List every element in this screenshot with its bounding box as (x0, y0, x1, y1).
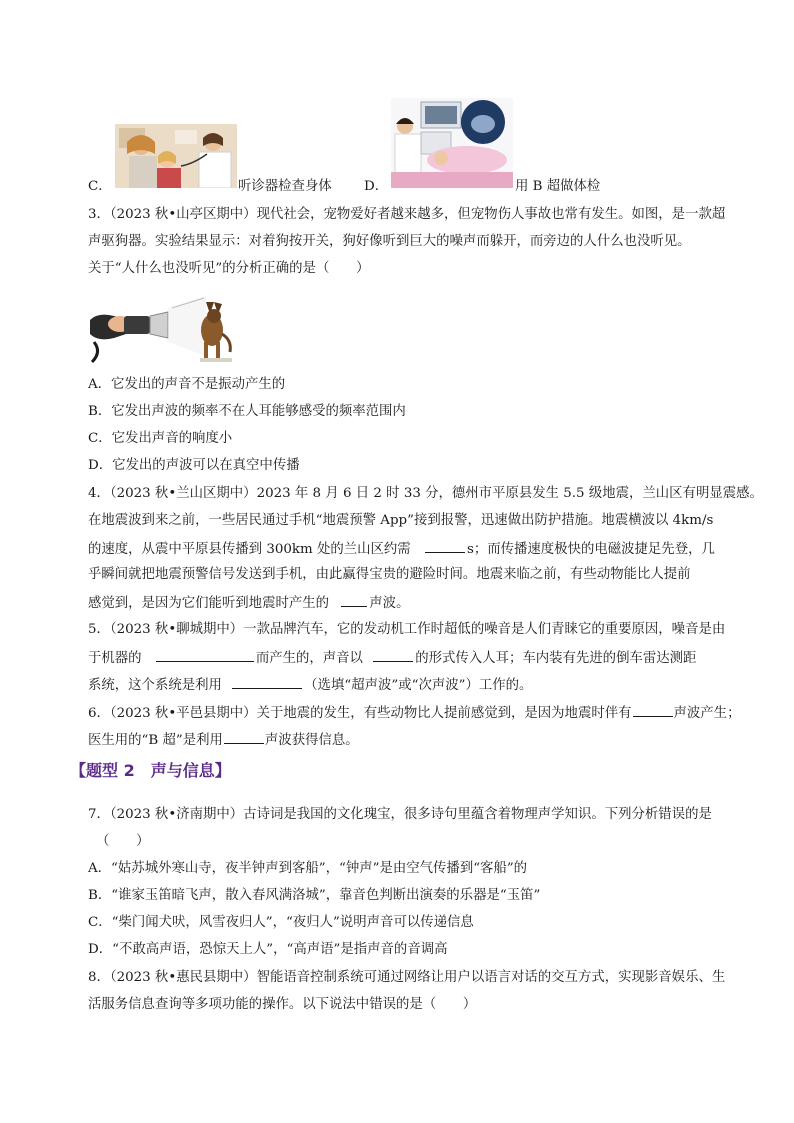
q4-line3-part2: s；而传播速度极快的电磁波捷足先登，几 (466, 542, 715, 557)
q5-line3-part2: （选填“超声波”或“次声波”）工作的。 (304, 678, 533, 693)
q7-option-a: A．“姑苏城外寒山寺，夜半钟声到客船”，“钟声”是由空气传播到“客船”的 (88, 861, 528, 876)
q4-stem-line5 (88, 592, 409, 614)
q3-option-c: C．它发出声音的响度小 (88, 431, 233, 446)
q7-option-b: B．“谁家玉笛暗飞声，散入春风满洛城”，靠音色判断出演奏的乐器是“玉笛” (88, 888, 541, 903)
q8-stem-line1: 8．（2023 秋•惠民县期中）智能语音控制系统可通过网络让用户以语言对话的交互方式，实现影音娱乐、生 (88, 970, 726, 985)
ultrasound-exam-photo-icon (391, 98, 513, 188)
q5-blank-wavetype[interactable] (232, 674, 302, 689)
ultrasonic-dog-repeller-photo-icon (88, 286, 238, 364)
q6-line1-part1: 6．（2023 秋•平邑县期中）关于地震的发生，有些动物比人提前感觉到，是因为地震时伴有 (88, 706, 632, 721)
q4-line5-part1: 感觉到，是因为它们能听到地震时产生的 (88, 596, 330, 611)
q6-blank-infrasound[interactable] (633, 702, 673, 717)
q5-stem-line1: 5．（2023 秋•聊城期中）一款品牌汽车，它的发动机工作时超低的噪音是人们青睐它的重要原因，噪音是由 (88, 622, 726, 637)
q3-stem-line2: 声驱狗器。实验结果显示：对着狗按开关，狗好像听到巨大的噪声而躲开，而旁边的人什么也没听见。 (88, 234, 691, 249)
q2-option-c-caption: 听诊器检查身体 (238, 179, 332, 194)
q5-stem-line3 (88, 674, 532, 696)
q5-blank-form[interactable] (373, 647, 413, 662)
q5-blank-vibration[interactable] (156, 647, 254, 662)
q6-line2-part1: 医生用的“B 超”是利用 (88, 733, 223, 748)
q2-option-d-caption: 用 B 超做体检 (515, 179, 601, 194)
q3-option-d: D．它发出的声波可以在真空中传播 (88, 458, 300, 473)
q5-line2-part3: 的形式传入人耳；车内装有先进的倒车雷达测距 (415, 651, 697, 666)
q7-stem-line2: （ ） (96, 834, 150, 849)
q8-stem-line2: 活服务信息查询等多项功能的操作。以下说法中错误的是（ ） (88, 997, 477, 1012)
q4-line3-part1: 的速度，从震中平原县传播到 300km 处的兰山区约需 (88, 542, 411, 557)
q3-option-b: B．它发出声波的频率不在人耳能够感受的频率范围内 (88, 404, 406, 419)
q7-option-c: C．“柴门闻犬吠，风雪夜归人”，“夜归人”说明声音可以传递信息 (88, 915, 474, 930)
q3-option-a: A．它发出的声音不是振动产生的 (88, 377, 286, 392)
q5-line3-part1: 系统，这个系统是利用 (88, 678, 222, 693)
q6-line1-part2: 声波产生； (673, 706, 741, 721)
q3-stem-line3: 关于“人什么也没听见”的分析正确的是（ ） (88, 261, 370, 276)
q2-option-d-label: D． (364, 179, 389, 194)
q5-line2-part2: 而产生的，声音以 (255, 651, 363, 666)
q3-stem-line1: 3．（2023 秋•山亭区期中）现代社会，宠物爱好者越来越多，但宠物伤人事故也常有发生。如图，是一款超 (88, 207, 726, 222)
q4-stem-line3 (88, 538, 715, 560)
q5-line2-part1: 于机器的 (88, 651, 142, 666)
q4-blank-wave[interactable] (341, 592, 367, 607)
q4-line5-part2: 声波。 (369, 596, 410, 611)
q4-stem-line1: 4．（2023 秋•兰山区期中）2023 年 8 月 6 日 2 时 33 分，德州市平原县发生 5.5 级地震，兰山区有明显震感。 (88, 486, 763, 501)
q7-option-d: D．“不敢高声语，恐惊天上人”，“高声语”是指声音的音调高 (88, 942, 448, 957)
q6-stem-line2 (88, 729, 359, 751)
q6-line2-part2: 声波获得信息。 (264, 733, 359, 748)
q4-blank-time[interactable] (425, 538, 465, 553)
q6-blank-ultrasound[interactable] (224, 729, 264, 744)
q7-stem-line1: 7．（2023 秋•济南期中）古诗词是我国的文化瑰宝，很多诗句里蕴含着物理声学知识。下列分析错误的是 (88, 807, 712, 822)
section-heading: 【题型 2 声与信息】 (70, 761, 231, 780)
q6-stem-line1 (88, 702, 740, 724)
q2-image-options (88, 92, 728, 192)
q5-stem-line2 (88, 647, 696, 669)
doctor-stethoscope-photo-icon (115, 124, 237, 188)
q2-option-c-label: C． (88, 179, 112, 194)
q4-stem-line4: 乎瞬间就把地震预警信号发送到手机，由此赢得宝贵的避险时间。地震来临之前，有些动物能比人提前 (88, 567, 691, 582)
q4-stem-line2: 在地震波到来之前，一些居民通过手机“地震预警 App”接到报警，迅速做出防护措施。地震横波以 4km/s (88, 513, 714, 528)
